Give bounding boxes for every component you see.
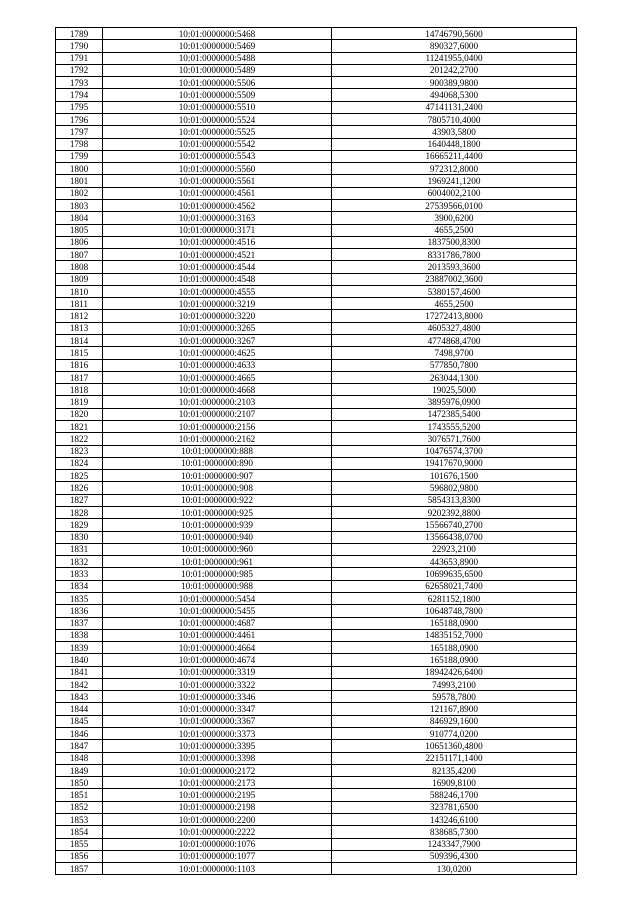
table-row [56,52,577,64]
value-cell: 27539566,0100 [332,199,577,211]
table-body [56,28,577,875]
table-row [56,740,577,752]
row-number-cell: 1810 [56,285,103,297]
row-number-cell: 1855 [56,838,103,850]
value-cell: 165188,0900 [332,654,577,666]
value-cell: 19025,5000 [332,384,577,396]
table-row [56,654,577,666]
value-cell: 59578,7800 [332,691,577,703]
row-number-cell: 1832 [56,556,103,568]
value-cell: 165188,0900 [332,617,577,629]
row-number-cell: 1837 [56,617,103,629]
value-cell: 3895976,0900 [332,396,577,408]
cadastral-number-cell: 10:01:0000000:2195 [103,789,332,801]
table-row [56,371,577,383]
table-row [56,126,577,138]
row-number-cell: 1827 [56,494,103,506]
table-row [56,543,577,555]
cadastral-number-cell: 10:01:0000000:4665 [103,371,332,383]
table-row [56,691,577,703]
value-cell: 577850,7800 [332,359,577,371]
value-cell: 13566438,0700 [332,531,577,543]
row-number-cell: 1795 [56,101,103,113]
cadastral-number-cell: 10:01:0000000:4625 [103,347,332,359]
value-cell: 19417670,9000 [332,457,577,469]
table-row [56,531,577,543]
cadastral-number-cell: 10:01:0000000:890 [103,457,332,469]
cadastral-number-cell: 10:01:0000000:5509 [103,89,332,101]
cadastral-number-cell: 10:01:0000000:5454 [103,592,332,604]
cadastral-number-cell: 10:01:0000000:5543 [103,150,332,162]
value-cell: 101676,1500 [332,470,577,482]
row-number-cell: 1851 [56,789,103,801]
table-row [56,175,577,187]
row-number-cell: 1797 [56,126,103,138]
row-number-cell: 1821 [56,421,103,433]
value-cell: 263044,1300 [332,371,577,383]
value-cell: 23887002,3600 [332,273,577,285]
table-row [56,212,577,224]
cadastral-number-cell: 10:01:0000000:985 [103,568,332,580]
value-cell: 588246,1700 [332,789,577,801]
value-cell: 6004002,2100 [332,187,577,199]
cadastral-number-cell: 10:01:0000000:1077 [103,850,332,862]
row-number-cell: 1815 [56,347,103,359]
table-row [56,396,577,408]
row-number-cell: 1838 [56,629,103,641]
row-number-cell: 1804 [56,212,103,224]
row-number-cell: 1836 [56,605,103,617]
cadastral-number-cell: 10:01:0000000:3395 [103,740,332,752]
table-row [56,298,577,310]
cadastral-number-cell: 10:01:0000000:2162 [103,433,332,445]
row-number-cell: 1843 [56,691,103,703]
table-row [56,617,577,629]
value-cell: 1743555,5200 [332,421,577,433]
table-row [56,482,577,494]
row-number-cell: 1839 [56,642,103,654]
row-number-cell: 1816 [56,359,103,371]
row-number-cell: 1805 [56,224,103,236]
row-number-cell: 1833 [56,568,103,580]
cadastral-number-cell: 10:01:0000000:5560 [103,163,332,175]
cadastral-number-cell: 10:01:0000000:5489 [103,64,332,76]
cadastral-number-cell: 10:01:0000000:961 [103,556,332,568]
row-number-cell: 1841 [56,666,103,678]
row-number-cell: 1840 [56,654,103,666]
row-number-cell: 1811 [56,298,103,310]
cadastral-number-cell: 10:01:0000000:3367 [103,715,332,727]
table-row [56,335,577,347]
cadastral-number-cell: 10:01:0000000:3265 [103,322,332,334]
table-row [56,605,577,617]
value-cell: 201242,2700 [332,64,577,76]
value-cell: 165188,0900 [332,642,577,654]
value-cell: 3900,6200 [332,212,577,224]
table-row [56,752,577,764]
table-row [56,421,577,433]
value-cell: 1472385,5400 [332,408,577,420]
value-cell: 596802,9800 [332,482,577,494]
value-cell: 7805710,4000 [332,113,577,125]
cadastral-number-cell: 10:01:0000000:4664 [103,642,332,654]
table-row [56,801,577,813]
cadastral-number-cell: 10:01:0000000:3398 [103,752,332,764]
row-number-cell: 1819 [56,396,103,408]
table-row [56,666,577,678]
row-number-cell: 1799 [56,150,103,162]
row-number-cell: 1808 [56,261,103,273]
table-row [56,187,577,199]
value-cell: 910774,0200 [332,728,577,740]
cadastral-number-cell: 10:01:0000000:3171 [103,224,332,236]
cadastral-number-cell: 10:01:0000000:5469 [103,40,332,52]
row-number-cell: 1802 [56,187,103,199]
cadastral-number-cell: 10:01:0000000:2222 [103,826,332,838]
value-cell: 1969241,1200 [332,175,577,187]
cadastral-number-cell: 10:01:0000000:5506 [103,77,332,89]
table-row [56,445,577,457]
table-row [56,384,577,396]
value-cell: 838685,7300 [332,826,577,838]
row-number-cell: 1813 [56,322,103,334]
cadastral-number-cell: 10:01:0000000:4516 [103,236,332,248]
value-cell: 14746790,5600 [332,28,577,40]
table-row [56,433,577,445]
value-cell: 1243347,7900 [332,838,577,850]
table-row [56,789,577,801]
table-row [56,580,577,592]
table-row [56,89,577,101]
cadastral-number-cell: 10:01:0000000:940 [103,531,332,543]
row-number-cell: 1820 [56,408,103,420]
row-number-cell: 1792 [56,64,103,76]
row-number-cell: 1809 [56,273,103,285]
value-cell: 7498,9700 [332,347,577,359]
cadastral-number-cell: 10:01:0000000:888 [103,445,332,457]
cadastral-number-cell: 10:01:0000000:2173 [103,777,332,789]
row-number-cell: 1845 [56,715,103,727]
table-row [56,77,577,89]
cadastral-number-cell: 10:01:0000000:3267 [103,335,332,347]
table-row [56,764,577,776]
value-cell: 82135,4200 [332,764,577,776]
row-number-cell: 1826 [56,482,103,494]
value-cell: 22151171,1400 [332,752,577,764]
cadastral-number-cell: 10:01:0000000:3219 [103,298,332,310]
row-number-cell: 1798 [56,138,103,150]
value-cell: 4655,2500 [332,298,577,310]
row-number-cell: 1849 [56,764,103,776]
table-row [56,224,577,236]
table-row [56,249,577,261]
cadastral-number-cell: 10:01:0000000:3319 [103,666,332,678]
cadastral-number-cell: 10:01:0000000:2103 [103,396,332,408]
row-number-cell: 1830 [56,531,103,543]
cadastral-number-cell: 10:01:0000000:4633 [103,359,332,371]
cadastral-number-cell: 10:01:0000000:2198 [103,801,332,813]
value-cell: 22923,2100 [332,543,577,555]
cadastral-number-cell: 10:01:0000000:2156 [103,421,332,433]
cadastral-number-cell: 10:01:0000000:3347 [103,703,332,715]
table-row [56,592,577,604]
row-number-cell: 1831 [56,543,103,555]
value-cell: 14835152,7000 [332,629,577,641]
row-number-cell: 1807 [56,249,103,261]
value-cell: 43903,5800 [332,126,577,138]
row-number-cell: 1806 [56,236,103,248]
cadastral-number-cell: 10:01:0000000:922 [103,494,332,506]
table-row [56,347,577,359]
cadastral-number-cell: 10:01:0000000:2172 [103,764,332,776]
table-row [56,519,577,531]
row-number-cell: 1824 [56,457,103,469]
value-cell: 2013593,3600 [332,261,577,273]
row-number-cell: 1854 [56,826,103,838]
cadastral-number-cell: 10:01:0000000:3373 [103,728,332,740]
value-cell: 62658021,7400 [332,580,577,592]
value-cell: 8331786,7800 [332,249,577,261]
value-cell: 5854313,8300 [332,494,577,506]
table-row [56,285,577,297]
table-row [56,556,577,568]
table-row [56,64,577,76]
row-number-cell: 1834 [56,580,103,592]
value-cell: 443653,8900 [332,556,577,568]
cadastral-number-cell: 10:01:0000000:960 [103,543,332,555]
row-number-cell: 1846 [56,728,103,740]
row-number-cell: 1790 [56,40,103,52]
row-number-cell: 1818 [56,384,103,396]
table-row [56,261,577,273]
cadastral-number-cell: 10:01:0000000:3163 [103,212,332,224]
table-row [56,642,577,654]
value-cell: 121167,8900 [332,703,577,715]
cadastral-number-cell: 10:01:0000000:3322 [103,678,332,690]
value-cell: 1837500,8300 [332,236,577,248]
cadastral-value-table [55,27,577,875]
row-number-cell: 1823 [56,445,103,457]
row-number-cell: 1842 [56,678,103,690]
value-cell: 4605327,4800 [332,322,577,334]
cadastral-number-cell: 10:01:0000000:4544 [103,261,332,273]
table-row [56,678,577,690]
table-row [56,715,577,727]
table-row [56,629,577,641]
value-cell: 10699635,6500 [332,568,577,580]
value-cell: 1640448,1800 [332,138,577,150]
table-row [56,863,577,875]
row-number-cell: 1856 [56,850,103,862]
table-row [56,728,577,740]
table-row [56,457,577,469]
table-row [56,199,577,211]
table-row [56,163,577,175]
cadastral-number-cell: 10:01:0000000:4561 [103,187,332,199]
cadastral-number-cell: 10:01:0000000:925 [103,506,332,518]
table-row [56,359,577,371]
row-number-cell: 1803 [56,199,103,211]
row-number-cell: 1853 [56,814,103,826]
table-row [56,28,577,40]
value-cell: 846929,1600 [332,715,577,727]
row-number-cell: 1835 [56,592,103,604]
table-row [56,322,577,334]
cadastral-number-cell: 10:01:0000000:5455 [103,605,332,617]
row-number-cell: 1829 [56,519,103,531]
table-row [56,101,577,113]
table-row [56,838,577,850]
row-number-cell: 1796 [56,113,103,125]
cadastral-number-cell: 10:01:0000000:5488 [103,52,332,64]
table-row [56,814,577,826]
table-row [56,40,577,52]
cadastral-number-cell: 10:01:0000000:1076 [103,838,332,850]
cadastral-number-cell: 10:01:0000000:908 [103,482,332,494]
cadastral-number-cell: 10:01:0000000:939 [103,519,332,531]
cadastral-number-cell: 10:01:0000000:4461 [103,629,332,641]
value-cell: 494068,5300 [332,89,577,101]
table-row [56,138,577,150]
value-cell: 972312,8000 [332,163,577,175]
table-row [56,703,577,715]
cadastral-number-cell: 10:01:0000000:2107 [103,408,332,420]
table-row [56,310,577,322]
table-row [56,826,577,838]
value-cell: 11241955,0400 [332,52,577,64]
table-row [56,408,577,420]
cadastral-number-cell: 10:01:0000000:907 [103,470,332,482]
value-cell: 130,0200 [332,863,577,875]
row-number-cell: 1822 [56,433,103,445]
cadastral-number-cell: 10:01:0000000:1103 [103,863,332,875]
cadastral-number-cell: 10:01:0000000:4668 [103,384,332,396]
cadastral-number-cell: 10:01:0000000:4674 [103,654,332,666]
value-cell: 16909,8100 [332,777,577,789]
row-number-cell: 1791 [56,52,103,64]
row-number-cell: 1814 [56,335,103,347]
value-cell: 10651360,4800 [332,740,577,752]
row-number-cell: 1844 [56,703,103,715]
cadastral-number-cell: 10:01:0000000:988 [103,580,332,592]
row-number-cell: 1800 [56,163,103,175]
cadastral-number-cell: 10:01:0000000:4687 [103,617,332,629]
value-cell: 10648748,7800 [332,605,577,617]
cadastral-number-cell: 10:01:0000000:4521 [103,249,332,261]
row-number-cell: 1801 [56,175,103,187]
row-number-cell: 1828 [56,506,103,518]
value-cell: 9202392,8800 [332,506,577,518]
value-cell: 900389,9800 [332,77,577,89]
cadastral-number-cell: 10:01:0000000:5468 [103,28,332,40]
value-cell: 509396,4300 [332,850,577,862]
row-number-cell: 1850 [56,777,103,789]
cadastral-number-cell: 10:01:0000000:5542 [103,138,332,150]
cadastral-number-cell: 10:01:0000000:5510 [103,101,332,113]
row-number-cell: 1789 [56,28,103,40]
value-cell: 16665211,4400 [332,150,577,162]
row-number-cell: 1848 [56,752,103,764]
value-cell: 323781,6500 [332,801,577,813]
value-cell: 4774868,4700 [332,335,577,347]
cadastral-number-cell: 10:01:0000000:4555 [103,285,332,297]
row-number-cell: 1847 [56,740,103,752]
value-cell: 47141131,2400 [332,101,577,113]
cadastral-number-cell: 10:01:0000000:3346 [103,691,332,703]
value-cell: 4655,2500 [332,224,577,236]
cadastral-number-cell: 10:01:0000000:3220 [103,310,332,322]
value-cell: 5380157,4600 [332,285,577,297]
table-row [56,470,577,482]
cadastral-number-cell: 10:01:0000000:5561 [103,175,332,187]
value-cell: 74993,2100 [332,678,577,690]
table-row [56,568,577,580]
value-cell: 890327,6000 [332,40,577,52]
value-cell: 15566740,2700 [332,519,577,531]
cadastral-number-cell: 10:01:0000000:2200 [103,814,332,826]
row-number-cell: 1794 [56,89,103,101]
value-cell: 6281152,1800 [332,592,577,604]
row-number-cell: 1793 [56,77,103,89]
table-row [56,777,577,789]
table-row [56,273,577,285]
row-number-cell: 1857 [56,863,103,875]
table-row [56,150,577,162]
row-number-cell: 1825 [56,470,103,482]
cadastral-number-cell: 10:01:0000000:4562 [103,199,332,211]
value-cell: 17272413,8000 [332,310,577,322]
value-cell: 10476574,3700 [332,445,577,457]
row-number-cell: 1852 [56,801,103,813]
value-cell: 143246,6100 [332,814,577,826]
row-number-cell: 1817 [56,371,103,383]
cadastral-number-cell: 10:01:0000000:5524 [103,113,332,125]
table-row [56,850,577,862]
value-cell: 18942426,6400 [332,666,577,678]
table-row [56,113,577,125]
cadastral-number-cell: 10:01:0000000:5525 [103,126,332,138]
table-row [56,506,577,518]
value-cell: 3076571,7600 [332,433,577,445]
row-number-cell: 1812 [56,310,103,322]
table-row [56,236,577,248]
cadastral-number-cell: 10:01:0000000:4548 [103,273,332,285]
table-row [56,494,577,506]
